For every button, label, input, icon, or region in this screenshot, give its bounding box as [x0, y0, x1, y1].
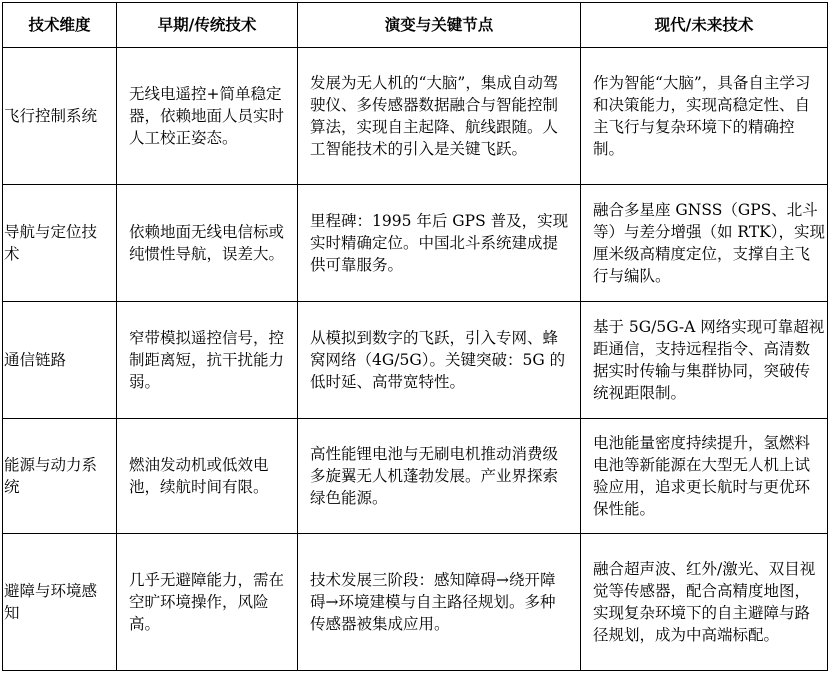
table-row [3, 302, 828, 419]
technology-comparison-table [2, 2, 828, 671]
table-row [3, 419, 828, 534]
table-row [3, 185, 828, 302]
dimension-cell: 避障与环境感知 [3, 534, 117, 671]
evolution-cell: 从模拟到数字的飞跃，引入专网、蜂窝网络（4G/5G）。关键突破：5G 的低时延、高带宽特性。 [298, 302, 581, 419]
header-early-technology: 早期/传统技术 [117, 3, 298, 48]
dimension-cell: 导航与定位技术 [3, 185, 117, 302]
modern-technology-cell: 电池能量密度持续提升，氢燃料电池等新能源在大型无人机上试验应用，追求更长航时与更优环保性能。 [581, 419, 828, 534]
modern-technology-cell: 基于 5G/5G-A 网络实现可靠超视距通信，支持远程指令、高清数据实时传输与集群协同，突破传统视距限制。 [581, 302, 828, 419]
evolution-cell: 技术发展三阶段：感知障碍→绕开障碍→环境建模与自主路径规划。多种传感器被集成应用。 [298, 534, 581, 671]
evolution-cell: 高性能锂电池与无刷电机推动消费级多旋翼无人机蓬勃发展。产业界探索绿色能源。 [298, 419, 581, 534]
modern-technology-cell: 融合超声波、红外/激光、双目视觉等传感器，配合高精度地图，实现复杂环境下的自主避障与路径规划，成为中高端标配。 [581, 534, 828, 671]
header-dimension: 技术维度 [3, 3, 117, 48]
early-technology-cell: 依赖地面无线电信标或纯惯性导航，误差大。 [117, 185, 298, 302]
evolution-cell: 发展为无人机的“大脑”，集成自动驾驶仪、多传感器数据融合与智能控制算法，实现自主起降、航线跟随。人工智能技术的引入是关键飞跃。 [298, 48, 581, 185]
early-technology-cell: 几乎无避障能力，需在空旷环境操作，风险高。 [117, 534, 298, 671]
early-technology-cell: 燃油发动机或低效电池，续航时间有限。 [117, 419, 298, 534]
early-technology-cell: 窄带模拟遥控信号，控制距离短，抗干扰能力弱。 [117, 302, 298, 419]
modern-technology-cell: 作为智能“大脑”，具备自主学习和决策能力，实现高稳定性、自主飞行与复杂环境下的精确控制。 [581, 48, 828, 185]
early-technology-cell: 无线电遥控+简单稳定器，依赖地面人员实时人工校正姿态。 [117, 48, 298, 185]
header-row [3, 3, 828, 48]
evolution-cell: 里程碑：1995 年后 GPS 普及，实现实时精确定位。中国北斗系统建成提供可靠服务。 [298, 185, 581, 302]
table-row [3, 48, 828, 185]
header-evolution-milestones: 演变与关键节点 [298, 3, 581, 48]
table-row [3, 534, 828, 671]
modern-technology-cell: 融合多星座 GNSS（GPS、北斗等）与差分增强（如 RTK），实现厘米级高精度定位，支撑自主飞行与编队。 [581, 185, 828, 302]
dimension-cell: 飞行控制系统 [3, 48, 117, 185]
header-modern-future-technology: 现代/未来技术 [581, 3, 828, 48]
dimension-cell: 通信链路 [3, 302, 117, 419]
dimension-cell: 能源与动力系统 [3, 419, 117, 534]
